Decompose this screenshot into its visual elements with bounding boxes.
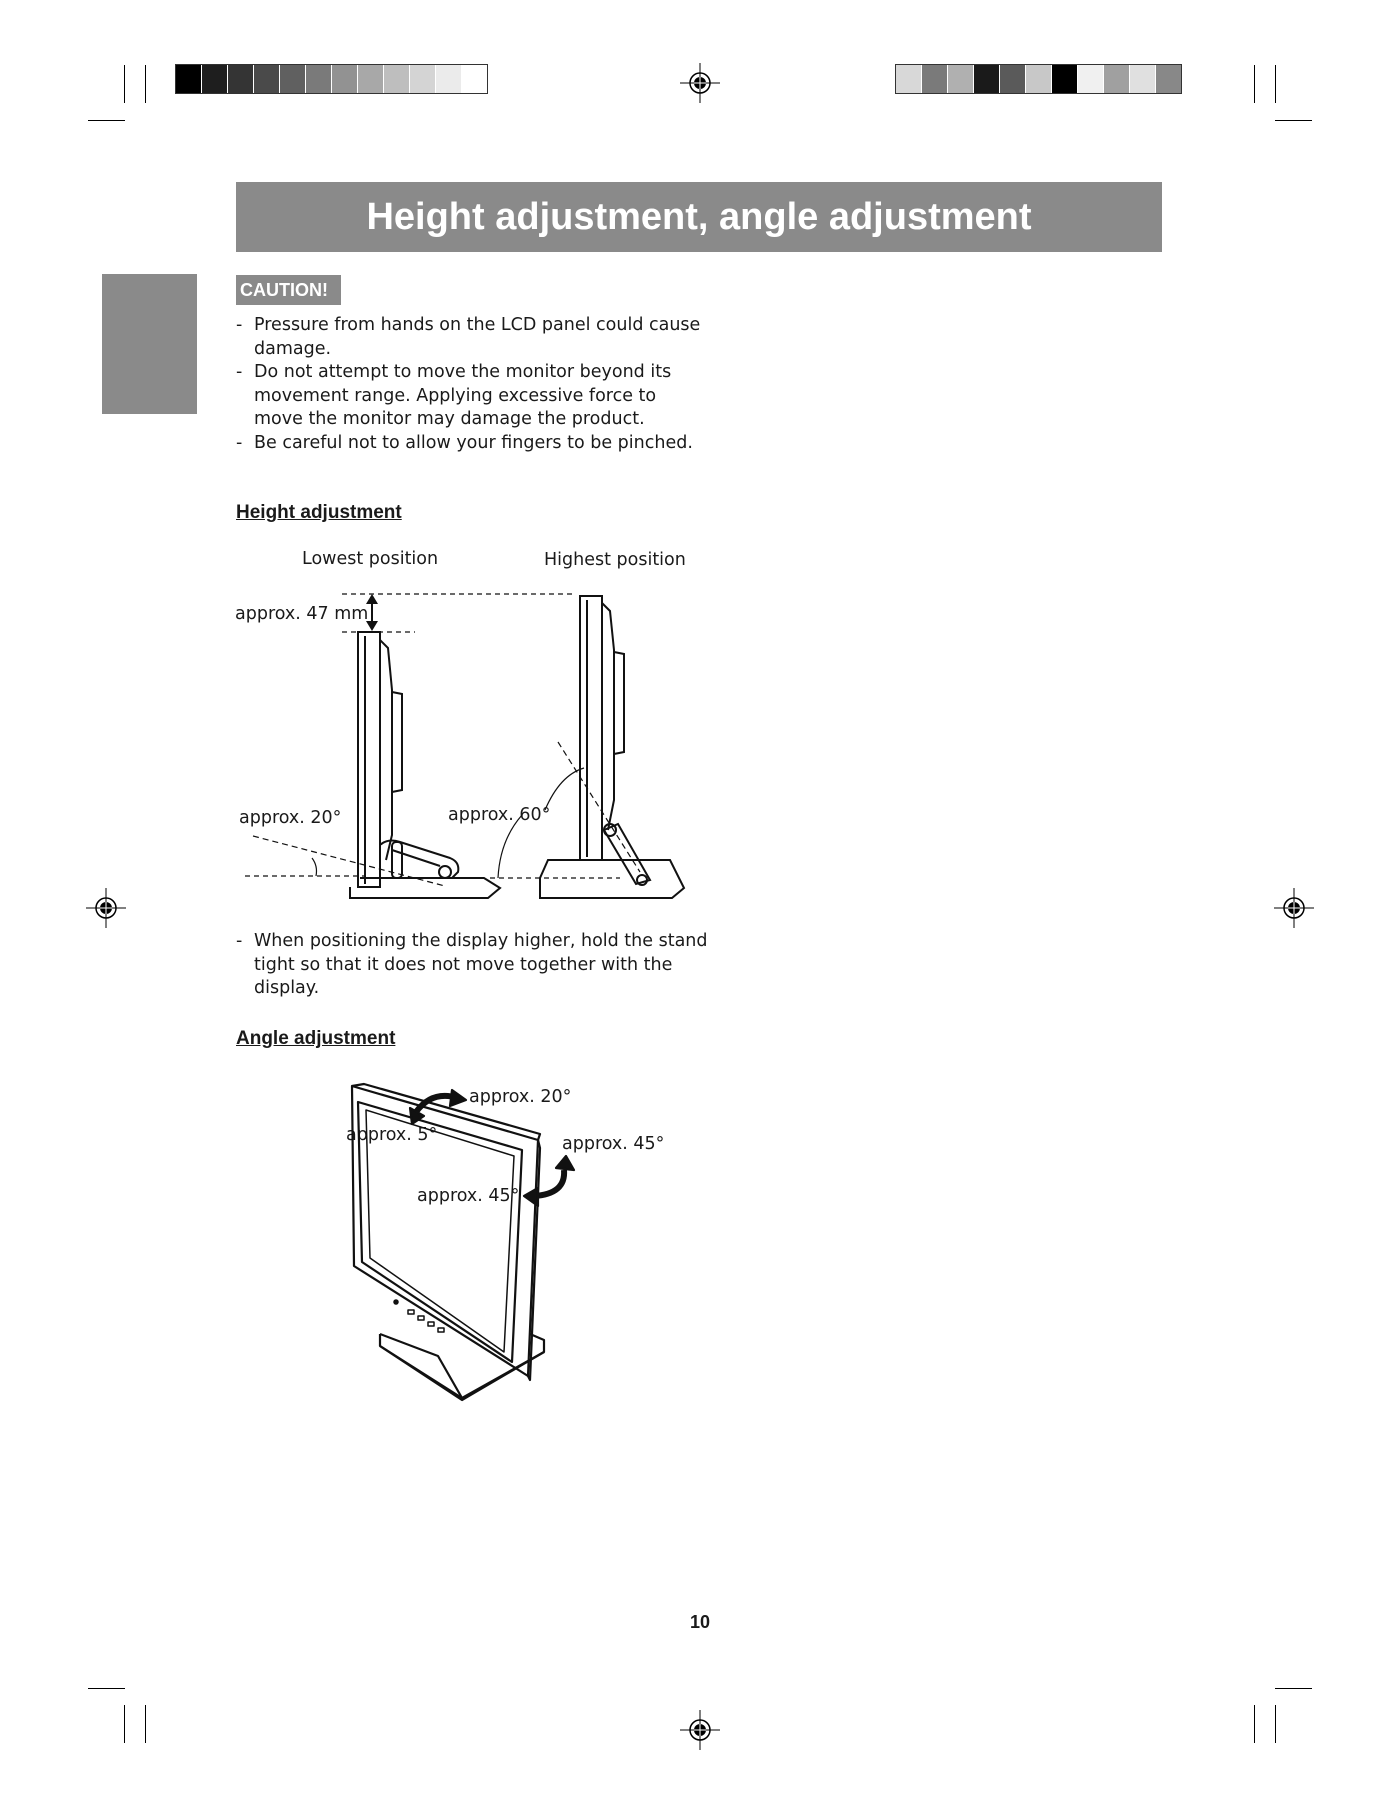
stand-angle-label: approx. 60°	[448, 805, 551, 825]
height-range-label: approx. 47 mm	[235, 604, 369, 624]
highest-position-label: Highest position	[544, 550, 686, 570]
lowest-position-label: Lowest position	[302, 549, 439, 569]
caution-item: - Pressure from hands on the LCD panel could cause damage.	[236, 314, 706, 361]
caution-badge: CAUTION!	[236, 275, 341, 305]
swivel-right-label: approx. 45°	[562, 1134, 665, 1154]
tilt-forward-label: approx. 5°	[346, 1125, 438, 1145]
height-adjustment-heading: Height adjustment	[236, 502, 402, 523]
caution-item: - Be careful not to allow your fingers to be pinched.	[236, 432, 706, 456]
tilt-back-label: approx. 20°	[469, 1087, 572, 1107]
height-note: - When positioning the display higher, hold the stand tight so that it does not move together with the display.	[236, 930, 716, 1001]
swivel-left-label: approx. 45°	[417, 1186, 520, 1206]
angle-adjustment-heading: Angle adjustment	[236, 1028, 396, 1049]
caution-item: - Do not attempt to move the monitor beyond its movement range. Applying excessive force to move the monitor may damage the product.	[236, 361, 706, 432]
page-title: Height adjustment, angle adjustment	[236, 182, 1162, 252]
tilt-angle-label: approx. 20°	[239, 808, 342, 828]
page-number: 10	[689, 1612, 711, 1632]
